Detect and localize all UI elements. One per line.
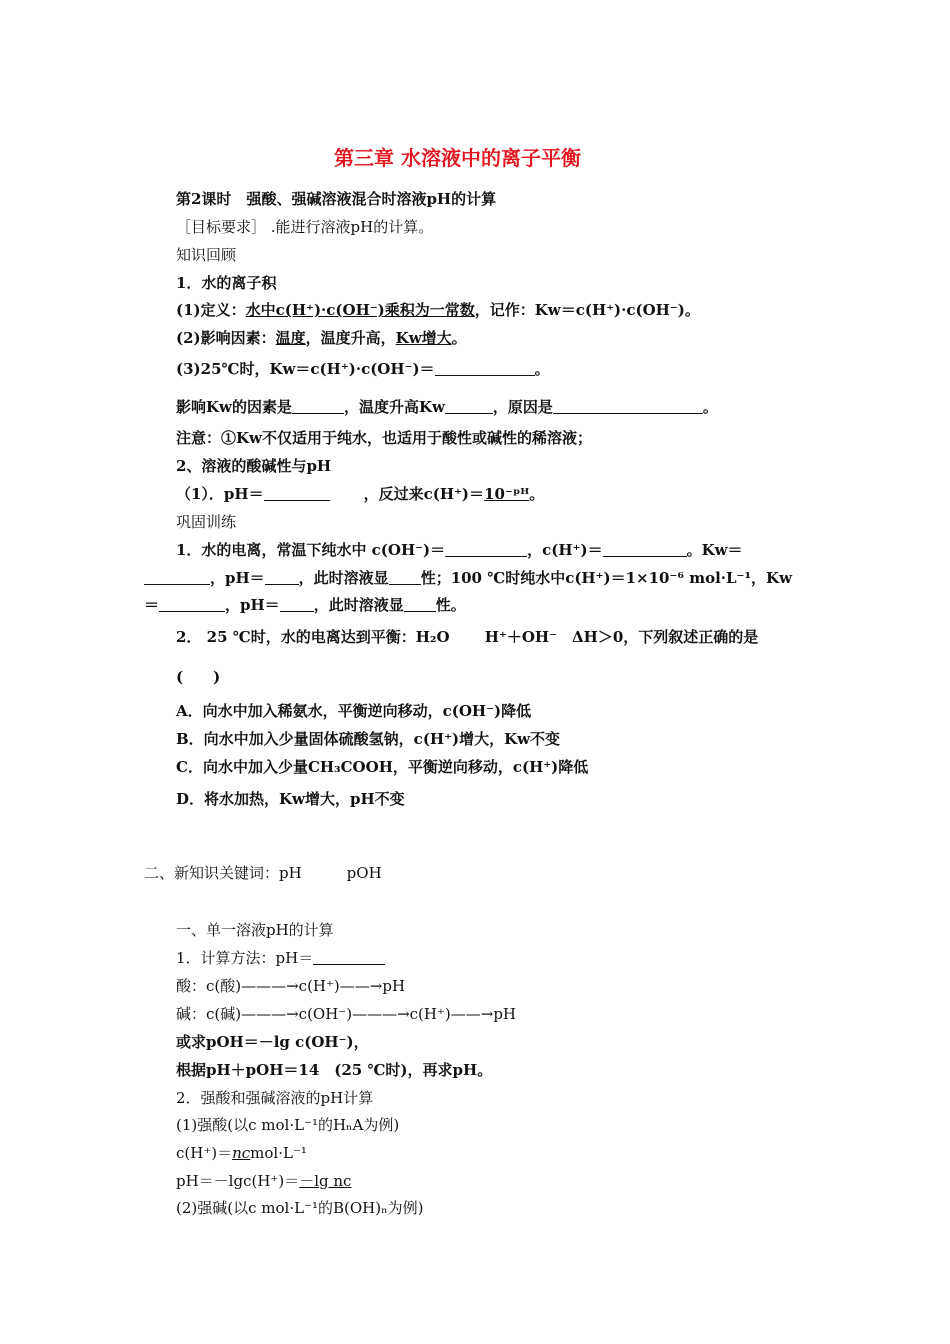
s2-ph-mid: ，反过来c(H⁺)＝ (363, 485, 485, 503)
influence-line (176, 397, 718, 417)
s1-def-suffix: ，记作：Kw＝c(H⁺)·c(OH⁻)。 (474, 301, 700, 319)
q1-line2-b: ，此时溶液显 (298, 569, 389, 587)
q1-line3-a: ＝ (144, 596, 160, 614)
q1-line2-c: 性；100 ℃时纯水中c(H⁺)＝1×10⁻⁶ mol·L⁻¹，Kw (420, 569, 792, 587)
q2-text: 2． 25 ℃时，水的电离达到平衡：H₂O H⁺＋OH⁻ ΔH＞0，下列叙述正确的是 (176, 628, 759, 646)
blank-line (159, 597, 225, 612)
calc-method-text: 1．计算方法：pH＝ (176, 949, 314, 967)
s1-factor-b: Kw增大 (395, 329, 452, 347)
q2-option-b: B．向水中加入少量固体硫酸氢钠，c(H⁺)增大，Kw不变 (176, 730, 561, 748)
s1-25c-end: 。 (534, 360, 550, 378)
blank-line (264, 486, 330, 501)
blank-line (445, 542, 527, 557)
s1-factor-end: 。 (451, 329, 467, 347)
practice-heading: 巩固训练 (176, 513, 237, 531)
poh-line: 或求pOH＝－lg c(OH⁻)， (176, 1033, 369, 1051)
q1-line3-d: 性。 (435, 596, 466, 614)
acid-conc-a: c(H⁺)＝ (176, 1144, 233, 1162)
blank-line (603, 542, 687, 557)
note: 注意：①Kw不仅适用于纯水，也适用于酸性或碱性的稀溶液； (176, 429, 592, 447)
strong-heading: 2．强酸和强碱溶液的pH计算 (176, 1089, 374, 1107)
s2-ph (176, 484, 544, 504)
blank-line (553, 399, 703, 414)
strong-base: (2)强碱(以c mol·L⁻¹的B(OH)ₙ为例) (176, 1199, 424, 1217)
s1-25c (176, 359, 550, 379)
q2-option-a: A．向水中加入稀氨水，平衡逆向移动，c(OH⁻)降低 (176, 702, 532, 720)
s1-def-prefix: (1)定义： (176, 301, 246, 319)
q2-option-d: D．将水加热，Kw增大，pH不变 (176, 790, 405, 808)
q1-line3 (144, 595, 466, 615)
s1-heading: 1．水的离子积 (176, 274, 277, 292)
s1-factor-prefix: (2)影响因素： (176, 329, 276, 347)
new-keywords: 二、新知识关键词：pH pOH (144, 864, 382, 882)
s1-factor-mid: ，温度升高， (305, 329, 396, 347)
s2-ph-prefix: （1）．pH＝ (176, 485, 264, 503)
acid-ph-b: －lg nc (299, 1172, 352, 1190)
q1-line2-a: ，pH＝ (210, 569, 265, 587)
blank-line (280, 597, 314, 612)
blank-line (144, 570, 210, 585)
acid-ph-a: pH＝－lgc(H⁺)＝ (176, 1172, 300, 1190)
base-flow: 碱：c(碱)———→c(OH⁻)———→c(H⁺)——→pH (176, 1005, 516, 1023)
poh-line2: 根据pH＋pOH＝14 (25 ℃时)，再求pH。 (176, 1061, 493, 1079)
blank-line (435, 361, 535, 376)
chapter-title: 第三章 水溶液中的离子平衡 (334, 146, 581, 170)
influence-a: 影响Kw的因素是 (176, 398, 292, 416)
blank-line (389, 570, 421, 585)
s1-factors (176, 328, 467, 348)
blank-line (404, 597, 436, 612)
q1-line3-b: ，pH＝ (225, 596, 280, 614)
q2-paren: ( ) (176, 668, 221, 686)
q1-line2 (144, 568, 792, 588)
blank-line (445, 399, 493, 414)
influence-b: ，温度升高Kw (343, 398, 445, 416)
q1-line1-c: 。Kw＝ (686, 541, 743, 559)
strong-acid: (1)强酸(以c mol·L⁻¹的HₙA为例) (176, 1116, 400, 1134)
blank-line (313, 950, 385, 965)
q1-line3-c: ，此时溶液显 (313, 596, 404, 614)
objective: ［目标要求］ .能进行溶液pH的计算。 (176, 218, 434, 236)
acid-ph (176, 1171, 351, 1191)
influence-end: 。 (702, 398, 718, 416)
influence-c: ，原因是 (492, 398, 553, 416)
q1-line1 (176, 540, 743, 560)
acid-flow: 酸：c(酸)———→c(H⁺)——→pH (176, 977, 406, 995)
acid-conc-b: nc (232, 1144, 251, 1162)
s2-heading: 2、溶液的酸碱性与pH (176, 457, 332, 475)
q1-line1-b: ，c(H⁺)＝ (527, 541, 603, 559)
q2-option-c: C．向水中加入少量CH₃COOH，平衡逆向移动，c(H⁺)降低 (176, 758, 589, 776)
s2-ph-end: 。 (529, 485, 545, 503)
acid-concentration (176, 1143, 307, 1163)
s1-def-underlined: 水中c(H⁺)·c(OH⁻)乘积为一常数 (245, 301, 475, 319)
calc-method (176, 948, 385, 968)
blank-line (265, 570, 299, 585)
s2-ph-value: 10⁻ᵖᴴ (484, 485, 530, 503)
q1-line1-a: 1．水的电离，常温下纯水中 c(OH⁻)＝ (176, 541, 446, 559)
blank-line (292, 399, 344, 414)
s1-25c-text: (3)25℃时，Kw＝c(H⁺)·c(OH⁻)＝ (176, 360, 435, 378)
acid-conc-c: mol·L⁻¹ (250, 1144, 307, 1162)
review-heading: 知识回顾 (176, 246, 237, 264)
s1-definition (176, 300, 700, 320)
s1-factor-a: 温度 (275, 329, 306, 347)
single-heading: 一、单一溶液pH的计算 (176, 921, 334, 939)
lesson-title: 第2课时 强酸、强碱溶液混合时溶液pH的计算 (176, 190, 497, 208)
